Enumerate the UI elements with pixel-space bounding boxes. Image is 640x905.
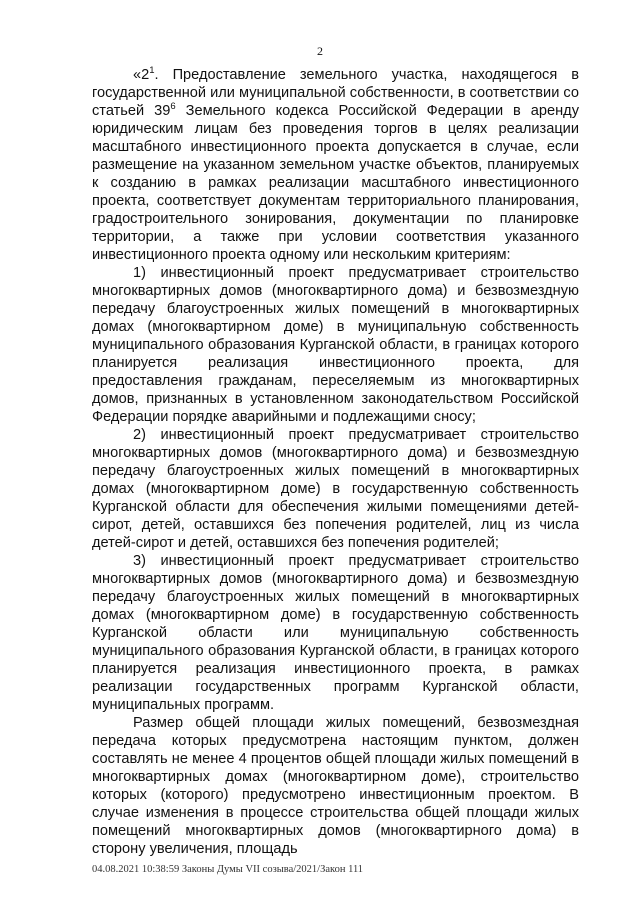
document-body — [92, 66, 579, 858]
article-number-superscript: 1 — [149, 65, 155, 77]
article-reference-superscript: 6 — [170, 101, 176, 113]
criterion-paragraph: 2) инвестиционный проект предусматривает строительство многоквартирных домов (многоквартирного дома) и безвозмездную передачу благоустроенных жилых помещений в многоквартирных домах (многоквартирном доме) в государственную собственность Курганской области для обеспечения жилыми помещениями детей-сирот, детей, оставшихся без попечения родителей, лиц из числа детей-сирот и детей, оставшихся без попечения родителей; — [92, 427, 579, 551]
document-footer: 04.08.2021 10:38:59 Законы Думы VII созыва/2021/Закон 111 — [92, 864, 364, 875]
article-number: «2 — [133, 67, 150, 83]
article-intro-paragraph — [92, 66, 579, 264]
intro-text-part-2: Земельного кодекса Российской Федерации в аренду юридическим лицам без проведения торгов в целях реализации масштабного инвестиционного проекта допускается в случае, если размещение на указанном земельном участке объектов, планируемых к созданию в рамках реализации масштабного инвестиционного проекта, соответствует документам территориального планирования, градостроительного зонирования, документации по планировке территории, а также при условии соответствия указанного инвестиционного проекта одному или нескольким критериям: — [92, 103, 579, 263]
page-number: 2 — [317, 44, 323, 58]
criterion-paragraph: 1) инвестиционный проект предусматривает строительство многоквартирных домов (многоквартирного дома) и безвозмездную передачу благоустроенных жилых помещений в многоквартирных домах (многоквартирном доме) в муниципальную собственность муниципального образования Курганской области, в границах которого планируется реализация инвестиционного проекта, для предоставления гражданам, переселяемым из многоквартирных домов, признанных в установленном законодательством Российской Федерации порядке аварийными и подлежащими сносу; — [92, 265, 579, 425]
intro-text-part-1: . Предоставление земельного участка, находящегося в государственной или муниципальной собственности, в соответствии со статьей 39 — [92, 67, 579, 119]
criterion-paragraph: 3) инвестиционный проект предусматривает строительство многоквартирных домов (многоквартирного дома) и безвозмездную передачу благоустроенных жилых помещений в многоквартирных домах (многоквартирном доме) в государственную собственность Курганской области или муниципальную собственность муниципального образования Курганской области, в границах которого планируется реализация инвестиционного проекта, в рамках реализации государственных программ Курганской области, муниципальных программ. — [92, 553, 579, 713]
closing-paragraph: Размер общей площади жилых помещений, безвозмездная передача которых предусмотрена настоящим пунктом, должен составлять не менее 4 процентов общей площади жилых помещений в многоквартирных домах (многоквартирном доме), строительство которых (которого) предусмотрено инвестиционным проектом. В случае изменения в процессе строительства общей площади жилых помещений многоквартирных домов (многоквартирного дома) в сторону увеличения, площадь — [92, 715, 579, 857]
